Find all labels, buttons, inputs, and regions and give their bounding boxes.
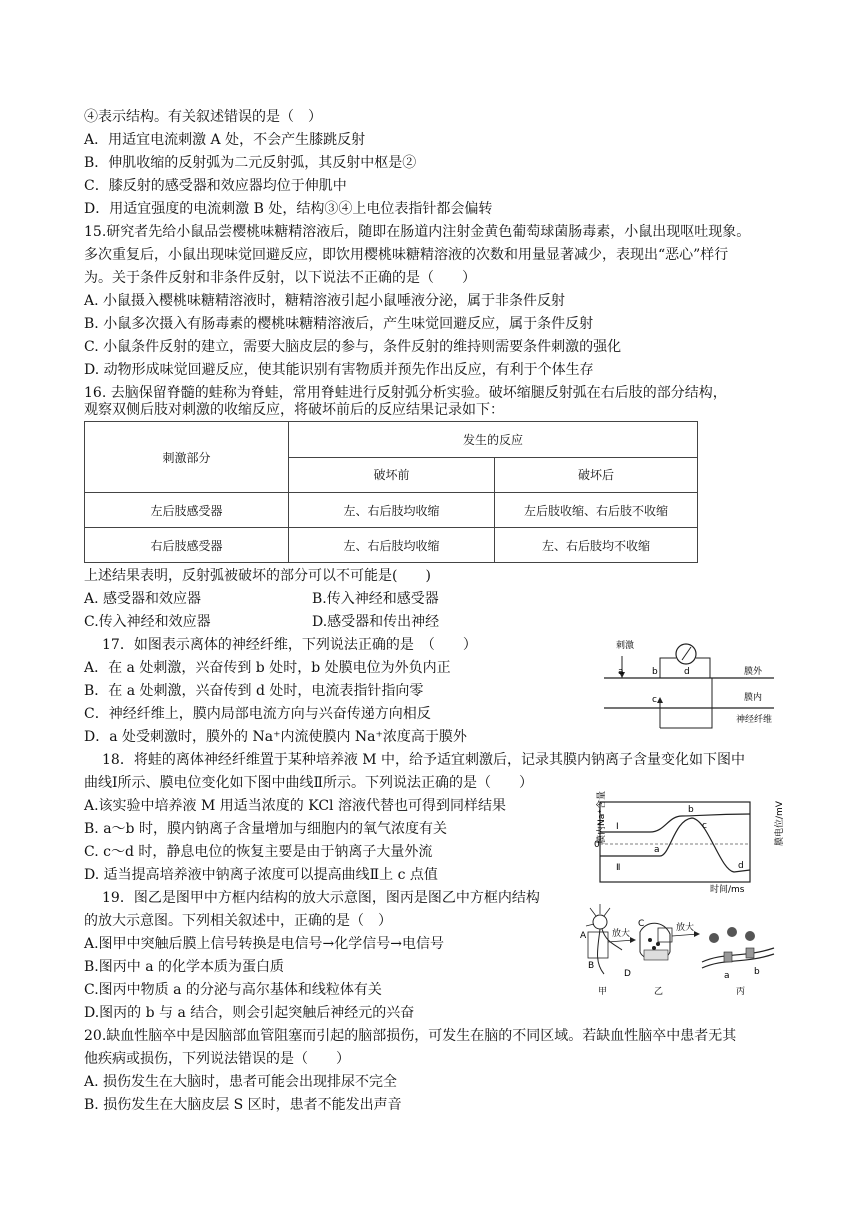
- q20-option-a: A. 损伤发生在大脑时，患者可能会出现排尿不完全: [84, 1074, 398, 1090]
- fig17-point-a: a: [618, 667, 624, 677]
- q16-option-b: B.传入神经和感受器: [312, 591, 439, 607]
- q19-stem-1: 19．图乙是图甲中方框内结构的放大示意图，图丙是图乙中方框内结构: [102, 890, 540, 906]
- q16-option-d: D.感受器和传出神经: [312, 614, 440, 630]
- fig19-caption-jia: 甲: [598, 987, 608, 997]
- q18-option-c: C. c～d 时，静息电位的恢复主要是由于钠离子大量外流: [84, 844, 433, 860]
- fig19-caption-yi: 乙: [654, 987, 664, 997]
- q18-option-b: B. a～b 时，膜内钠离子含量增加与细胞内的氧气浓度有关: [84, 821, 447, 837]
- fig19-label-d-upper: D: [624, 969, 631, 979]
- q16-stem-1: 16. 去脑保留脊髓的蛙称为脊蛙，常用脊蛙进行反射弧分析实验。破坏缩腿反射弧在右后肢的部分结构，: [84, 385, 727, 401]
- q16-stem-2: 观察双侧后肢对刺激的收缩反应，将破坏前后的反应结果记录如下：: [84, 402, 504, 418]
- table-header-after: 破坏后: [495, 457, 698, 493]
- q18-stem-1: 18．将蛙的离体神经纤维置于某种培养液 M 中，给予适宜刺激后，记录其膜内钠离子含量变化如下图中: [102, 752, 746, 768]
- fig19-label-a-lower: a: [724, 971, 730, 981]
- q14-option-a: A．用适宜电流刺激 A 处，不会产生膝跳反射: [84, 132, 366, 148]
- q15-option-a: A. 小鼠摄入樱桃味糖精溶液时，糖精溶液引起小鼠唾液分泌，属于非条件反射: [84, 293, 566, 309]
- fig18-point-b: b: [688, 805, 694, 815]
- q17-option-c: C．神经纤维上，膜内局部电流方向与兴奋传递方向相反: [84, 706, 431, 722]
- table-header-part: 刺激部分: [85, 422, 289, 493]
- fig18-zero: 0: [594, 840, 600, 850]
- q17-option-a: A．在 a 处刺激，兴奋传到 b 处时，b 处膜电位为外负内正: [84, 660, 451, 676]
- q20-option-b: B. 损伤发生在大脑皮层 S 区时，患者不能发出声音: [84, 1097, 402, 1113]
- table-cell: 左、右后肢均收缩: [289, 493, 495, 528]
- q15-option-c: C. 小鼠条件反射的建立，需要大脑皮层的参与，条件反射的维持则需要条件刺激的强化: [84, 339, 622, 355]
- table-cell: 左后肢感受器: [85, 493, 289, 528]
- q16-question: 上述结果表明，反射弧被破坏的部分可以不可能是( ): [84, 568, 431, 584]
- q16-option-a: A. 感受器和效应器: [84, 591, 202, 607]
- q17-stem: 17．如图表示离体的神经纤维，下列说法正确的是 （ ）: [102, 637, 477, 653]
- fig19-label-a-upper: A: [580, 931, 587, 941]
- fig18-curve-2-label: Ⅱ: [616, 863, 621, 873]
- curve-1-na-content: [600, 814, 750, 832]
- fig17-stim-label: 刺激: [616, 641, 635, 651]
- q16-option-c: C.传入神经和效应器: [84, 614, 211, 630]
- curve-2-potential: [600, 818, 750, 872]
- fig19-zoom-2: 放大: [676, 923, 695, 933]
- q15-stem-2: 多次重复后，小鼠出现味觉回避反应，即饮用樱桃味糖精溶液的次数和用量显著减少，表现出“恶心”样行: [84, 247, 729, 263]
- fig18-right-ylabel: 膜电位/mV: [775, 801, 785, 846]
- synapse-diagram: [574, 902, 778, 998]
- fig17-outside-label: 膜外: [744, 667, 763, 677]
- q19-option-a: A.图甲中突触后膜上信号转换是电信号→化学信号→电信号: [84, 936, 445, 952]
- table-row: [85, 422, 698, 458]
- q20-stem-1: 20.缺血性脑卒中是因脑部血管阻塞而引起的脑部损伤，可发生在脑的不同区域。若缺血性脑卒中患者无其: [84, 1028, 737, 1044]
- q14-option-c: C．膝反射的感受器和效应器均位于伸肌中: [84, 178, 347, 194]
- table-cell: 左、右后肢均收缩: [289, 528, 495, 563]
- q14-option-b: B．伸肌收缩的反射弧为二元反射弧，其反射中枢是②: [84, 155, 417, 171]
- reflex-results-table: [84, 421, 698, 563]
- fig18-point-c: c: [702, 821, 707, 831]
- nerve-fiber-diagram: [598, 636, 778, 734]
- fig18-xlabel: 时间/ms: [710, 885, 745, 895]
- table-header-before: 破坏前: [289, 457, 495, 493]
- q17-option-d: D．a 处受刺激时，膜外的 Na⁺内流使膜内 Na⁺浓度高于膜外: [84, 729, 467, 745]
- fig19-label-b-lower: b: [754, 967, 760, 977]
- q15-stem-3: 为。关于条件反射和非条件反射，以下说法不正确的是（ ）: [84, 270, 476, 286]
- q19-stem-2: 的放大示意图。下列相关叙述中，正确的是（ ）: [84, 913, 392, 929]
- q18-stem-2: 曲线Ⅰ所示、膜电位变化如下图中曲线Ⅱ所示。下列说法正确的是（ ）: [84, 775, 534, 791]
- fig19-zoom-1: 放大: [612, 929, 631, 939]
- fig18-point-a: a: [654, 845, 660, 855]
- q14-stem-end: ④表示结构。有关叙述错误的是（ ）: [84, 109, 322, 125]
- fig17-point-c: c: [652, 695, 657, 705]
- fig18-curve-1-label: Ⅰ: [616, 822, 619, 832]
- q19-option-b: B.图丙中 a 的化学本质为蛋白质: [84, 959, 284, 975]
- q14-option-d: D．用适宜强度的电流刺激 B 处，结构③④上电位表指针都会偏转: [84, 201, 493, 217]
- fig19-caption-bing: 丙: [736, 987, 746, 997]
- table-row: [85, 493, 698, 528]
- q15-stem-1: 15.研究者先给小鼠品尝樱桃味糖精溶液后，随即在肠道内注射金黄色葡萄球菌肠毒素，小鼠出现呕吐现象。: [84, 224, 751, 240]
- table-cell: 左后肢收缩、右后肢不收缩: [495, 493, 698, 528]
- fig19-label-b-upper: B: [588, 961, 595, 971]
- fig17-fiber-label: 神经纤维: [736, 715, 773, 725]
- fig17-point-b: b: [652, 667, 658, 677]
- q18-option-d: D. 适当提高培养液中钠离子浓度可以提高曲线Ⅱ上 c 点值: [84, 867, 438, 883]
- table-header-reaction: 发生的反应: [289, 422, 698, 458]
- q19-option-c: C.图丙中物质 a 的分泌与高尔基体和线粒体有关: [84, 982, 382, 998]
- q18-option-a: A.该实验中培养液 M 用适当浓度的 KCl 溶液代替也可得到同样结果: [84, 798, 506, 814]
- q19-option-d: D.图丙的 b 与 a 结合，则会引起突触后神经元的兴奋: [84, 1005, 415, 1021]
- fig18-point-d: d: [738, 861, 744, 871]
- fig19-label-c-upper: C: [638, 919, 645, 929]
- q17-option-b: B．在 a 处刺激，兴奋传到 d 处时，电流表指针指向零: [84, 683, 424, 699]
- fig18-left-ylabel: 膜内Na⁺含量: [597, 791, 607, 844]
- q15-option-b: B. 小鼠多次摄入有肠毒素的樱桃味糖精溶液后，产生味觉回避反应，属于条件反射: [84, 316, 594, 332]
- table-cell: 左、右后肢均不收缩: [495, 528, 698, 563]
- fig17-inside-label: 膜内: [744, 693, 763, 703]
- table-row: [85, 528, 698, 563]
- q15-option-d: D. 动物形成味觉回避反应，使其能识别有害物质并预先作出反应，有利于个体生存: [84, 362, 594, 378]
- q20-stem-2: 他疾病或损伤，下列说法错误的是（ ）: [84, 1051, 350, 1067]
- table-cell: 右后肢感受器: [85, 528, 289, 563]
- membrane-potential-graph: [570, 791, 785, 896]
- fig17-point-d: d: [684, 667, 690, 677]
